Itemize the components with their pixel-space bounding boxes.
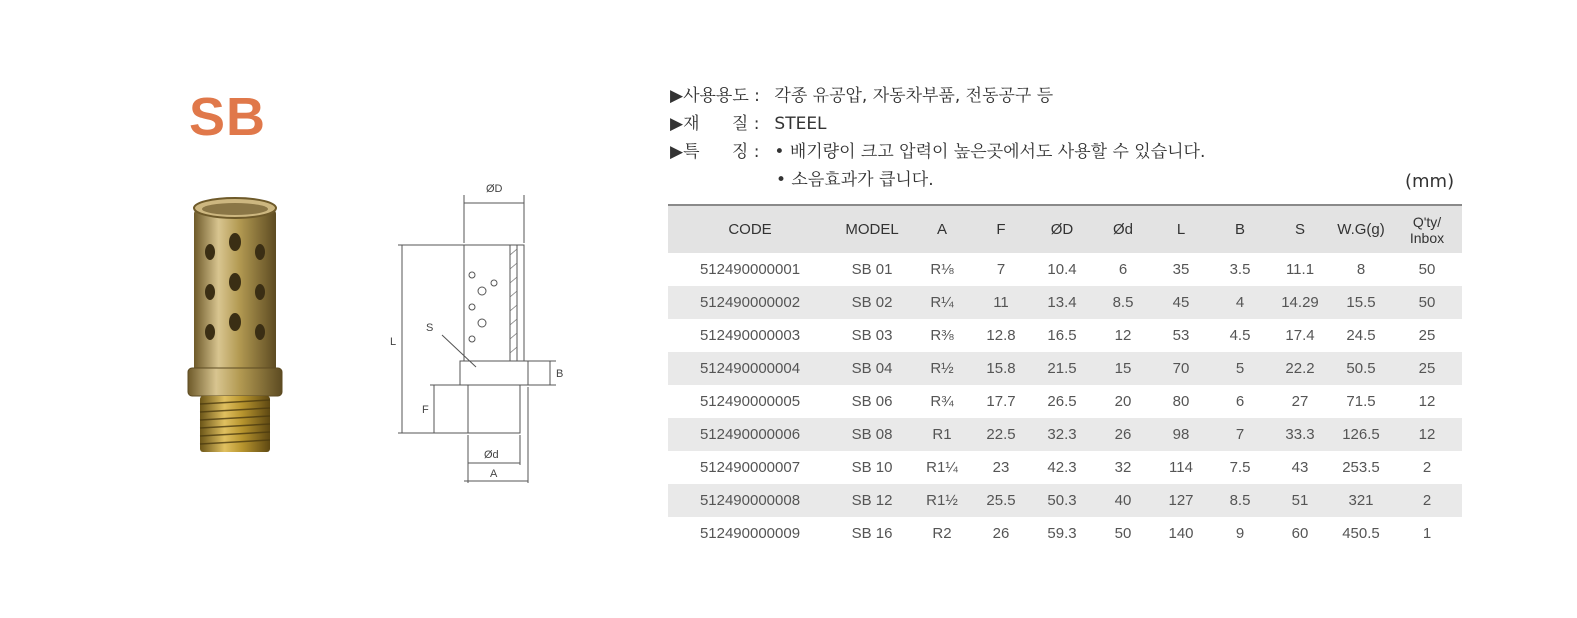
table-cell: 3.5 bbox=[1229, 261, 1251, 278]
table-cell: 12 bbox=[1418, 426, 1436, 443]
table-cell: 50.5 bbox=[1346, 360, 1376, 377]
header-id: Ød bbox=[1112, 220, 1133, 238]
table-row bbox=[668, 253, 1462, 286]
table-cell: 26 bbox=[1114, 426, 1132, 443]
drawing-label-l: L bbox=[390, 336, 397, 348]
table-cell: 98 bbox=[1172, 426, 1190, 443]
table-cell: 10.4 bbox=[1047, 261, 1077, 278]
drawing-label-od: ØD bbox=[486, 183, 503, 195]
table-cell: SB 06 bbox=[851, 393, 893, 410]
table-cell: 5 bbox=[1235, 360, 1245, 377]
table-cell: 7 bbox=[1235, 426, 1245, 443]
table-cell: 42.3 bbox=[1047, 459, 1077, 476]
spec-value: • 배기량이 크고 압력이 높은곳에서도 사용할 수 있습니다. bbox=[769, 142, 1206, 162]
table-cell: 27 bbox=[1291, 393, 1309, 410]
table-cell: R½ bbox=[930, 360, 954, 377]
table-cell: 45 bbox=[1172, 294, 1190, 311]
table-cell: 12 bbox=[1114, 327, 1132, 344]
table-cell: 17.7 bbox=[986, 393, 1016, 410]
unit-label: (mm) bbox=[1405, 171, 1455, 192]
table-cell: 32 bbox=[1114, 459, 1132, 476]
table-row bbox=[668, 352, 1462, 385]
table-cell: 4 bbox=[1235, 294, 1245, 311]
table-cell: R2 bbox=[932, 525, 952, 542]
table-cell: 50 bbox=[1114, 525, 1132, 542]
table-cell: 12.8 bbox=[986, 327, 1016, 344]
table-cell: 4.5 bbox=[1229, 327, 1251, 344]
table-cell: 15.8 bbox=[986, 360, 1016, 377]
table-cell: 51 bbox=[1291, 492, 1309, 509]
table-cell: 53 bbox=[1172, 327, 1190, 344]
silencer-photo-icon bbox=[180, 196, 290, 458]
table-cell: 512490000007 bbox=[699, 459, 801, 476]
table-cell: 2 bbox=[1422, 492, 1432, 509]
header-f: F bbox=[996, 220, 1006, 238]
table-cell: SB 08 bbox=[851, 426, 893, 443]
spec-usage bbox=[670, 82, 1205, 110]
table-cell: 512490000006 bbox=[699, 426, 801, 443]
table-cell: 127 bbox=[1168, 492, 1194, 509]
table-cell: 22.2 bbox=[1285, 360, 1315, 377]
table-cell: 35 bbox=[1172, 261, 1190, 278]
table-row bbox=[668, 385, 1462, 418]
spec-value: 각종 유공압, 자동차부품, 전동공구 등 bbox=[769, 86, 1054, 106]
table-row bbox=[668, 484, 1462, 517]
table-cell: 512490000009 bbox=[699, 525, 801, 542]
table-cell: R⅛ bbox=[930, 261, 954, 278]
header-s: S bbox=[1294, 220, 1305, 238]
table-cell: R¼ bbox=[930, 294, 954, 311]
spec-label: ▶특 징 : bbox=[670, 142, 760, 162]
table-cell: 40 bbox=[1114, 492, 1132, 509]
table-cell: 11.1 bbox=[1285, 261, 1315, 278]
table-cell: 50.3 bbox=[1047, 492, 1077, 509]
table-cell: R⅜ bbox=[930, 327, 954, 344]
table-cell: 22.5 bbox=[986, 426, 1016, 443]
table-cell: 50 bbox=[1418, 261, 1436, 278]
table-cell: 253.5 bbox=[1342, 459, 1380, 476]
table-cell: 70 bbox=[1172, 360, 1190, 377]
table-cell: 8 bbox=[1356, 261, 1366, 278]
table-cell: 12 bbox=[1418, 393, 1436, 410]
table-cell: 6 bbox=[1235, 393, 1245, 410]
table-cell: 11 bbox=[993, 294, 1009, 311]
table-cell: SB 03 bbox=[851, 327, 893, 344]
table-cell: 25.5 bbox=[986, 492, 1016, 509]
table-cell: 512490000004 bbox=[699, 360, 801, 377]
table-cell: 450.5 bbox=[1342, 525, 1380, 542]
table-cell: 16.5 bbox=[1047, 327, 1077, 344]
table-cell: 321 bbox=[1348, 492, 1374, 509]
table-cell: SB 10 bbox=[851, 459, 893, 476]
table-cell: 60 bbox=[1291, 525, 1309, 542]
spec-label: ▶사용용도 : bbox=[670, 86, 760, 106]
drawing-label-s: S bbox=[426, 322, 434, 334]
spec-value: STEEL bbox=[769, 114, 827, 134]
table-cell: 25 bbox=[1418, 360, 1436, 377]
table-row bbox=[668, 319, 1462, 352]
header-a: A bbox=[936, 220, 947, 238]
table-cell: 59.3 bbox=[1047, 525, 1077, 542]
table-cell: 23 bbox=[992, 459, 1010, 476]
table-cell: 7.5 bbox=[1229, 459, 1251, 476]
spec-table bbox=[668, 204, 1462, 550]
header-l: L bbox=[1176, 220, 1186, 238]
table-cell: 6 bbox=[1118, 261, 1128, 278]
table-row bbox=[668, 418, 1462, 451]
table-cell: 7 bbox=[996, 261, 1006, 278]
header-od: ØD bbox=[1050, 220, 1074, 238]
table-cell: 2 bbox=[1422, 459, 1432, 476]
header-code: CODE bbox=[728, 220, 772, 238]
table-body bbox=[668, 253, 1462, 550]
spec-feature-note: • 소음효과가 큽니다. bbox=[776, 170, 934, 190]
table-cell: SB 01 bbox=[851, 261, 893, 278]
table-cell: R1¼ bbox=[926, 459, 958, 476]
drawing-label-b: B bbox=[556, 368, 564, 380]
table-cell: 71.5 bbox=[1346, 393, 1376, 410]
spec-label: ▶재 질 : bbox=[670, 114, 760, 134]
technical-drawing-icon bbox=[372, 175, 592, 495]
table-cell: 26 bbox=[992, 525, 1010, 542]
table-cell: SB 02 bbox=[851, 294, 893, 311]
table-cell: 43 bbox=[1291, 459, 1309, 476]
table-cell: SB 16 bbox=[851, 525, 893, 542]
table-row bbox=[668, 451, 1462, 484]
table-cell: 126.5 bbox=[1342, 426, 1380, 443]
table-cell: 50 bbox=[1418, 294, 1436, 311]
table-cell: 512490000003 bbox=[699, 327, 801, 344]
table-cell: 512490000002 bbox=[699, 294, 801, 311]
header-weight: W.G(g) bbox=[1337, 220, 1385, 238]
table-cell: 8.5 bbox=[1112, 294, 1134, 311]
table-cell: 114 bbox=[1169, 459, 1193, 476]
table-cell: 13.4 bbox=[1047, 294, 1077, 311]
table-cell: R¾ bbox=[930, 393, 954, 410]
table-cell: 8.5 bbox=[1229, 492, 1251, 509]
table-cell: SB 04 bbox=[851, 360, 893, 377]
table-cell: 24.5 bbox=[1346, 327, 1376, 344]
table-row bbox=[668, 517, 1462, 550]
header-qty: Q'ty/ Inbox bbox=[1409, 213, 1445, 246]
table-cell: 25 bbox=[1418, 327, 1436, 344]
table-cell: R1 bbox=[932, 426, 952, 443]
product-title: SB bbox=[189, 87, 267, 147]
table-cell: SB 12 bbox=[851, 492, 893, 509]
table-cell: 140 bbox=[1168, 525, 1194, 542]
table-cell: 32.3 bbox=[1047, 426, 1077, 443]
table-cell: 17.4 bbox=[1285, 327, 1315, 344]
table-cell: 15.5 bbox=[1346, 294, 1376, 311]
table-cell: R1½ bbox=[926, 492, 958, 509]
table-cell: 80 bbox=[1172, 393, 1190, 410]
table-cell: 14.29 bbox=[1281, 294, 1319, 311]
table-cell: 21.5 bbox=[1047, 360, 1077, 377]
table-cell: 512490000005 bbox=[699, 393, 801, 410]
table-cell: 26.5 bbox=[1047, 393, 1077, 410]
table-row bbox=[668, 286, 1462, 319]
table-cell: 1 bbox=[1422, 525, 1432, 542]
drawing-label-f: F bbox=[422, 404, 429, 416]
table-cell: 512490000008 bbox=[699, 492, 801, 509]
drawing-label-a: A bbox=[490, 468, 498, 480]
header-model: MODEL bbox=[845, 220, 899, 238]
header-b: B bbox=[1234, 220, 1245, 238]
table-cell: 9 bbox=[1235, 525, 1245, 542]
spec-material bbox=[670, 110, 1205, 138]
table-cell: 512490000001 bbox=[699, 261, 801, 278]
table-cell: 33.3 bbox=[1285, 426, 1315, 443]
spec-list bbox=[670, 82, 1205, 194]
table-cell: 20 bbox=[1114, 393, 1132, 410]
drawing-label-id: Ød bbox=[484, 449, 499, 461]
table-cell: 15 bbox=[1114, 360, 1132, 377]
table-header-row bbox=[668, 205, 1462, 253]
spec-features bbox=[670, 138, 1205, 166]
